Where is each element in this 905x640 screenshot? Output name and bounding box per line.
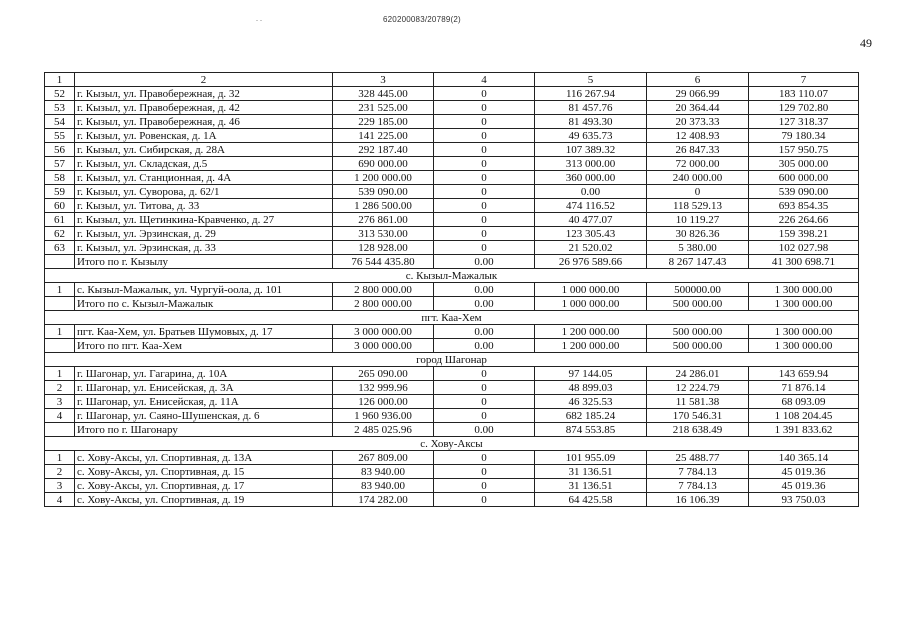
table-cell: 0 [434, 241, 535, 255]
table-cell: г. Кызыл, ул. Правобережная, д. 32 [75, 87, 333, 101]
table-cell: 174 282.00 [333, 493, 434, 507]
table-cell: г. Кызыл, ул. Правобережная, д. 42 [75, 101, 333, 115]
table-cell: 231 525.00 [333, 101, 434, 115]
table-cell: г. Кызыл, ул. Складская, д.5 [75, 157, 333, 171]
table-cell: 97 144.05 [535, 367, 647, 381]
table-cell: 313 530.00 [333, 227, 434, 241]
table-cell: 0 [434, 395, 535, 409]
table-cell: 229 185.00 [333, 115, 434, 129]
table-cell: 1 391 833.62 [749, 423, 859, 437]
header-cell: 6 [647, 73, 749, 87]
table-cell: 25 488.77 [647, 451, 749, 465]
section-header-row [45, 353, 859, 367]
table-cell: 1 286 500.00 [333, 199, 434, 213]
table-cell: 500000.00 [647, 283, 749, 297]
table-cell: 0 [434, 185, 535, 199]
table-cell: 0 [434, 381, 535, 395]
table-cell: 0.00 [434, 423, 535, 437]
table-cell [45, 297, 75, 311]
table-cell: 102 027.98 [749, 241, 859, 255]
table-cell: г. Кызыл, ул. Суворова, д. 62/1 [75, 185, 333, 199]
table-cell: 79 180.34 [749, 129, 859, 143]
table-row [45, 255, 859, 269]
table-cell: 0.00 [434, 325, 535, 339]
table-cell: 0.00 [434, 255, 535, 269]
table-cell [45, 255, 75, 269]
table-cell: 123 305.43 [535, 227, 647, 241]
table-cell: 276 861.00 [333, 213, 434, 227]
table-cell: 45 019.36 [749, 479, 859, 493]
table-cell: 83 940.00 [333, 465, 434, 479]
table-cell: 127 318.37 [749, 115, 859, 129]
table-cell: 0 [434, 451, 535, 465]
table-cell: 3 000 000.00 [333, 339, 434, 353]
table-cell: 41 300 698.71 [749, 255, 859, 269]
table-cell: 57 [45, 157, 75, 171]
table-cell: 500 000.00 [647, 297, 749, 311]
table-cell: с. Кызыл-Мажалык, ул. Чургуй-оола, д. 101 [75, 283, 333, 297]
table-cell: 0.00 [535, 185, 647, 199]
table-cell: 81 493.30 [535, 115, 647, 129]
table-cell: 360 000.00 [535, 171, 647, 185]
table-cell: 59 [45, 185, 75, 199]
table-cell: 7 784.13 [647, 479, 749, 493]
table-cell: г. Кызыл, ул. Титова, д. 33 [75, 199, 333, 213]
table-cell: 26 847.33 [647, 143, 749, 157]
table-cell: 3 [45, 479, 75, 493]
table-cell: 52 [45, 87, 75, 101]
table-cell: 16 106.39 [647, 493, 749, 507]
table-cell: 3 [45, 395, 75, 409]
section-title: город Шагонар [45, 353, 859, 367]
table-cell: 81 457.76 [535, 101, 647, 115]
document-id: 620200083/20789(2) [383, 15, 461, 24]
table-row [45, 199, 859, 213]
table-cell: 0 [434, 129, 535, 143]
table-cell: 141 225.00 [333, 129, 434, 143]
table-cell: 1 108 204.45 [749, 409, 859, 423]
table-cell: 116 267.94 [535, 87, 647, 101]
scan-dots: . . [256, 14, 262, 23]
header-cell: 3 [333, 73, 434, 87]
table-cell: 83 940.00 [333, 479, 434, 493]
table-row [45, 129, 859, 143]
data-table [44, 72, 859, 507]
table-cell [45, 423, 75, 437]
table-cell: 2 485 025.96 [333, 423, 434, 437]
table-cell: 53 [45, 101, 75, 115]
table-cell: г. Шагонар, ул. Гагарина, д. 10А [75, 367, 333, 381]
table-row [45, 465, 859, 479]
table-cell: 10 119.27 [647, 213, 749, 227]
table-cell: 313 000.00 [535, 157, 647, 171]
table-cell: 2 800 000.00 [333, 283, 434, 297]
table-cell: 183 110.07 [749, 87, 859, 101]
table-cell: 2 [45, 465, 75, 479]
table-cell: 12 408.93 [647, 129, 749, 143]
page-number: 49 [860, 36, 872, 50]
table-cell: 0 [434, 143, 535, 157]
table-cell: 0 [434, 157, 535, 171]
table-cell: Итого по с. Кызыл-Мажалык [75, 297, 333, 311]
table-cell: 49 635.73 [535, 129, 647, 143]
table-cell: 4 [45, 493, 75, 507]
table-cell: 0 [434, 465, 535, 479]
table-cell: 600 000.00 [749, 171, 859, 185]
table-cell: 46 325.53 [535, 395, 647, 409]
table-cell: 1 [45, 451, 75, 465]
table-cell: г. Кызыл, ул. Эрзинская, д. 33 [75, 241, 333, 255]
table-cell: 118 529.13 [647, 199, 749, 213]
table-cell: 0 [434, 479, 535, 493]
table-cell: г. Шагонар, ул. Саяно-Шушенская, д. 6 [75, 409, 333, 423]
table-cell: 874 553.85 [535, 423, 647, 437]
table-row [45, 409, 859, 423]
table-cell: 1 300 000.00 [749, 283, 859, 297]
table-cell: 500 000.00 [647, 339, 749, 353]
table-cell: 101 955.09 [535, 451, 647, 465]
table-cell: 20 373.33 [647, 115, 749, 129]
table-row [45, 325, 859, 339]
table-cell: 1 [45, 367, 75, 381]
table-cell: 55 [45, 129, 75, 143]
table-cell: 0 [434, 101, 535, 115]
table-cell: 76 544 435.80 [333, 255, 434, 269]
table-cell: 1 300 000.00 [749, 297, 859, 311]
table-cell: 0.00 [434, 297, 535, 311]
table-cell: 0 [434, 171, 535, 185]
table-row [45, 339, 859, 353]
table-cell: 107 389.32 [535, 143, 647, 157]
table-cell: 7 784.13 [647, 465, 749, 479]
table-cell: г. Шагонар, ул. Енисейская, д. 3А [75, 381, 333, 395]
table-cell: 693 854.35 [749, 199, 859, 213]
table-cell: 58 [45, 171, 75, 185]
table-cell: 5 380.00 [647, 241, 749, 255]
table-cell: 56 [45, 143, 75, 157]
table-cell: 539 090.00 [749, 185, 859, 199]
table-cell: 60 [45, 199, 75, 213]
table-cell: с. Хову-Аксы, ул. Спортивная, д. 15 [75, 465, 333, 479]
table-cell: 328 445.00 [333, 87, 434, 101]
table-cell: 0.00 [434, 339, 535, 353]
header-cell: 7 [749, 73, 859, 87]
table-cell: 218 638.49 [647, 423, 749, 437]
table-cell: 1 000 000.00 [535, 297, 647, 311]
table-cell: 62 [45, 227, 75, 241]
table-cell: 0 [434, 213, 535, 227]
table-row [45, 87, 859, 101]
table-row [45, 367, 859, 381]
table-cell: 20 364.44 [647, 101, 749, 115]
table-cell: 128 928.00 [333, 241, 434, 255]
table-cell: 4 [45, 409, 75, 423]
table-row [45, 143, 859, 157]
table-cell: 30 826.36 [647, 227, 749, 241]
table-cell: 226 264.66 [749, 213, 859, 227]
table-cell: 1 000 000.00 [535, 283, 647, 297]
table-cell: 305 000.00 [749, 157, 859, 171]
table-cell: 474 116.52 [535, 199, 647, 213]
table-cell: 3 000 000.00 [333, 325, 434, 339]
table-cell: 29 066.99 [647, 87, 749, 101]
table-row [45, 213, 859, 227]
table-cell: Итого по пгт. Каа-Хем [75, 339, 333, 353]
header-cell: 5 [535, 73, 647, 87]
header-cell: 2 [75, 73, 333, 87]
table-row [45, 493, 859, 507]
table-cell: г. Шагонар, ул. Енисейская, д. 11А [75, 395, 333, 409]
table-row [45, 395, 859, 409]
table-cell: 0 [434, 227, 535, 241]
table-cell: 64 425.58 [535, 493, 647, 507]
table-cell: 539 090.00 [333, 185, 434, 199]
table-cell: 31 136.51 [535, 479, 647, 493]
table-cell: 24 286.01 [647, 367, 749, 381]
table-cell: 157 950.75 [749, 143, 859, 157]
table-cell: 1 960 936.00 [333, 409, 434, 423]
table-cell: 265 090.00 [333, 367, 434, 381]
table-cell: 0 [647, 185, 749, 199]
table-row [45, 171, 859, 185]
table-row [45, 101, 859, 115]
table-cell: с. Хову-Аксы, ул. Спортивная, д. 17 [75, 479, 333, 493]
table-row [45, 241, 859, 255]
table-row [45, 423, 859, 437]
table-cell: г. Кызыл, ул. Эрзинская, д. 29 [75, 227, 333, 241]
table-cell: г. Кызыл, ул. Ровенская, д. 1А [75, 129, 333, 143]
table-cell: 682 185.24 [535, 409, 647, 423]
table-cell: 500 000.00 [647, 325, 749, 339]
header-cell: 4 [434, 73, 535, 87]
table-cell: с. Хову-Аксы, ул. Спортивная, д. 13А [75, 451, 333, 465]
table-row [45, 381, 859, 395]
table-cell: Итого по г. Шагонару [75, 423, 333, 437]
table-row [45, 283, 859, 297]
section-header-row [45, 437, 859, 451]
table-cell: пгт. Каа-Хем, ул. Братьев Шумовых, д. 17 [75, 325, 333, 339]
table-cell: 132 999.96 [333, 381, 434, 395]
table-cell: 292 187.40 [333, 143, 434, 157]
section-title: пгт. Каа-Хем [45, 311, 859, 325]
table-cell: Итого по г. Кызылу [75, 255, 333, 269]
table-cell: 11 581.38 [647, 395, 749, 409]
table-cell: 48 899.03 [535, 381, 647, 395]
table-cell: 0 [434, 409, 535, 423]
table-cell: 26 976 589.66 [535, 255, 647, 269]
table-cell: 126 000.00 [333, 395, 434, 409]
table-cell: 267 809.00 [333, 451, 434, 465]
table-cell: 1 200 000.00 [535, 339, 647, 353]
section-header-row [45, 269, 859, 283]
table-cell: 159 398.21 [749, 227, 859, 241]
table-cell: 1 200 000.00 [333, 171, 434, 185]
table-row [45, 227, 859, 241]
table-cell [45, 339, 75, 353]
table-cell: 0 [434, 115, 535, 129]
table-cell: 68 093.09 [749, 395, 859, 409]
table-cell: г. Кызыл, ул. Правобережная, д. 46 [75, 115, 333, 129]
table-row [45, 185, 859, 199]
table-cell: 45 019.36 [749, 465, 859, 479]
table-cell: 54 [45, 115, 75, 129]
table-cell: 0 [434, 367, 535, 381]
table-cell: 72 000.00 [647, 157, 749, 171]
table-cell: 129 702.80 [749, 101, 859, 115]
table-cell: 0 [434, 87, 535, 101]
table-cell: с. Хову-Аксы, ул. Спортивная, д. 19 [75, 493, 333, 507]
table-row [45, 297, 859, 311]
table-cell: 21 520.02 [535, 241, 647, 255]
table-cell: 93 750.03 [749, 493, 859, 507]
table-cell: 0 [434, 493, 535, 507]
table-cell: 1 [45, 283, 75, 297]
table-cell: 71 876.14 [749, 381, 859, 395]
table-cell: 170 546.31 [647, 409, 749, 423]
table-row [45, 451, 859, 465]
table-cell: 240 000.00 [647, 171, 749, 185]
table-cell: 140 365.14 [749, 451, 859, 465]
table-cell: 1 [45, 325, 75, 339]
table-cell: г. Кызыл, ул. Станционная, д. 4А [75, 171, 333, 185]
table-cell: 0.00 [434, 283, 535, 297]
table-cell: 61 [45, 213, 75, 227]
table-cell: 40 477.07 [535, 213, 647, 227]
table-cell: 12 224.79 [647, 381, 749, 395]
table-row [45, 115, 859, 129]
header-cell: 1 [45, 73, 75, 87]
table-cell: 2 [45, 381, 75, 395]
table-cell: г. Кызыл, ул. Щетинкина-Кравченко, д. 27 [75, 213, 333, 227]
table-cell: 143 659.94 [749, 367, 859, 381]
table-row [45, 479, 859, 493]
table-cell: 2 800 000.00 [333, 297, 434, 311]
section-title: с. Хову-Аксы [45, 437, 859, 451]
table-cell: 31 136.51 [535, 465, 647, 479]
table-cell: 8 267 147.43 [647, 255, 749, 269]
section-title: с. Кызыл-Мажалык [45, 269, 859, 283]
table-cell: 63 [45, 241, 75, 255]
table-cell: 1 300 000.00 [749, 325, 859, 339]
table-cell: 0 [434, 199, 535, 213]
table-row [45, 157, 859, 171]
section-header-row [45, 311, 859, 325]
table-cell: 690 000.00 [333, 157, 434, 171]
table-body [45, 73, 859, 507]
table-cell: 1 300 000.00 [749, 339, 859, 353]
table-cell: г. Кызыл, ул. Сибирская, д. 28А [75, 143, 333, 157]
table-header-row [45, 73, 859, 87]
table-cell: 1 200 000.00 [535, 325, 647, 339]
